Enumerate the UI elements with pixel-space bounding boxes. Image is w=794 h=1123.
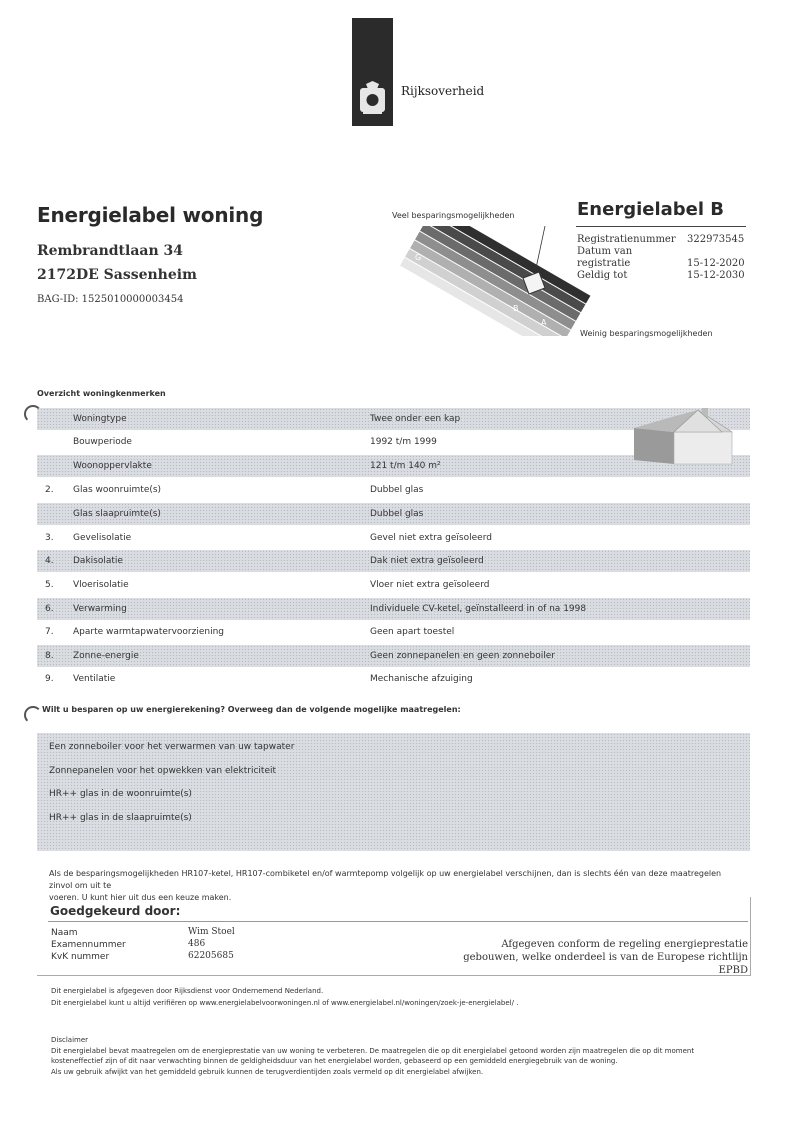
- row-number: 7.: [45, 627, 54, 637]
- row-number: 3.: [45, 533, 54, 543]
- note-line: voeren. U kunt hier uit dus een keuze maken.: [49, 893, 232, 902]
- row-number: 2.: [45, 485, 54, 495]
- row-key: Dakisolatie: [73, 556, 123, 566]
- row-number: 9.: [45, 674, 54, 684]
- disclaimer-title: Disclaimer: [51, 1036, 89, 1044]
- row-value: Individuele CV-ketel, geïnstalleerd in of na 1998: [370, 604, 587, 614]
- list-item: Een zonneboiler voor het verwarmen van uw tapwater: [49, 742, 295, 752]
- footer-issuer: Dit energielabel is afgegeven door Rijksdienst voor Ondernemend Nederland.: [51, 987, 324, 995]
- brand-name: Rijksoverheid: [401, 84, 485, 98]
- approval-label: Examennummer: [51, 940, 126, 950]
- row-key: Woonoppervlakte: [73, 461, 152, 471]
- list-item: HR++ glas in de slaapruimte(s): [49, 813, 192, 823]
- table-row: [37, 527, 750, 549]
- disclaimer-line: kosteneffectief zijn of dit naar verwachting binnen de geldigheidsduur van het energielabel worden, gebaseerd op een gemiddeld energiegebruik van de woning.: [51, 1057, 618, 1065]
- row-value: Dubbel glas: [370, 485, 424, 495]
- approval-value: Wim Stoel: [188, 927, 235, 937]
- row-key: Verwarming: [73, 604, 127, 614]
- table-row: [37, 621, 750, 643]
- row-key: Zonne-energie: [73, 651, 139, 661]
- table-row: [37, 668, 750, 690]
- row-number: 6.: [45, 604, 54, 614]
- row-key: Gevelisolatie: [73, 533, 132, 543]
- row-value: Geen apart toestel: [370, 627, 455, 637]
- approval-label: Naam: [51, 928, 78, 938]
- row-key: Glas slaapruimte(s): [73, 509, 161, 519]
- row-number: 5.: [45, 580, 54, 590]
- registration-row: [577, 246, 745, 270]
- address-postal: 2172DE Sassenheim: [37, 267, 197, 283]
- approval-title: Goedgekeurd door:: [50, 904, 181, 918]
- measures-title: Wilt u besparen op uw energierekening? Overweeg dan de volgende mogelijke maatregelen:: [42, 705, 461, 714]
- row-key: Glas woonruimte(s): [73, 485, 162, 495]
- crest-icon: [357, 80, 388, 116]
- label-divider: [576, 226, 746, 227]
- approval-divider: [48, 921, 748, 922]
- row-key: Ventilatie: [73, 674, 116, 684]
- registration-value: 15-12-2020: [687, 258, 745, 269]
- registration-value: 15-12-2030: [687, 270, 745, 281]
- row-value: Dak niet extra geïsoleerd: [370, 556, 484, 566]
- table-row: [37, 550, 750, 572]
- bag-id: BAG-ID: 1525010000003454: [37, 294, 184, 305]
- overview-title: Overzicht woningkenmerken: [37, 389, 166, 398]
- registration-row: [577, 270, 745, 282]
- address-street: Rembrandtlaan 34: [37, 243, 184, 259]
- table-row: [37, 574, 750, 596]
- conform-statement: [440, 938, 748, 977]
- row-key: Aparte warmtapwatervoorziening: [73, 627, 225, 637]
- registration-label: Registratienummer: [577, 234, 676, 245]
- scale-letter-a: A: [541, 318, 547, 327]
- scale-letter-g: G: [415, 253, 422, 262]
- row-value: 121 t/m 140 m²: [370, 461, 441, 471]
- disclaimer: [51, 1035, 741, 1077]
- row-key: Bouwperiode: [73, 437, 132, 447]
- energy-label-scale: [395, 226, 595, 336]
- disclaimer-line: Dit energielabel bevat maatregelen om de energieprestatie van uw woning te verbeteren. De maatregelen die op dit energielabel getoond worden zijn maatregelen die op dit moment: [51, 1046, 695, 1055]
- row-value: Mechanische afzuiging: [370, 674, 473, 684]
- savings-few-text: Weinig besparingsmogelijkheden: [580, 329, 713, 338]
- row-key: Woningtype: [73, 414, 127, 424]
- list-item: Zonnepanelen voor het opwekken van elektriciteit: [49, 766, 277, 776]
- registration-label: Geldig tot: [577, 270, 628, 281]
- row-key: Vloerisolatie: [73, 580, 129, 590]
- savings-many-text: Veel besparingsmogelijkheden: [392, 211, 515, 220]
- list-item: HR++ glas in de woonruimte(s): [49, 789, 192, 799]
- row-number: 8.: [45, 651, 54, 661]
- punch-hole: [24, 405, 42, 423]
- approval-label: KvK nummer: [51, 952, 110, 962]
- row-value: Dubbel glas: [370, 509, 424, 519]
- footer-verify: Dit energielabel kunt u altijd verifiëren op www.energielabelvoorwoningen.nl of www.energielabel.nl/woningen/zoek-je-energielabel/ .: [51, 999, 519, 1007]
- house-icon: [628, 404, 738, 468]
- scale-letter-b: B: [513, 304, 519, 313]
- registration-row: [577, 234, 745, 246]
- note-line: Als de besparingsmogelijkheden HR107-ketel, HR107-combiketel en/of warmtepomp volgelijk op uw energielabel verschijnen, dan is slechts één van deze maatregelen zinvol om uit te: [49, 869, 722, 890]
- row-value: Geen zonnepanelen en geen zonneboiler: [370, 651, 555, 661]
- disclaimer-line: Als uw gebruik afwijkt van het gemiddeld gebruik kunnen de terugverdientijden zoals vermeld op dit energielabel afwijken.: [51, 1067, 484, 1076]
- registration-value: 322973545: [687, 234, 745, 245]
- table-row: [37, 645, 750, 667]
- table-row: [37, 503, 750, 525]
- row-value: Twee onder een kap: [370, 414, 461, 424]
- row-value: Vloer niet extra geïsoleerd: [370, 580, 490, 590]
- approval-value: 486: [188, 939, 206, 949]
- table-row: [37, 479, 750, 501]
- registration-table: [577, 234, 745, 282]
- punch-hole: [24, 706, 42, 724]
- page-title: Energielabel woning: [37, 203, 264, 227]
- label-class-heading: Energielabel B: [577, 199, 725, 220]
- row-value: Gevel niet extra geïsoleerd: [370, 533, 492, 543]
- row-value: 1992 t/m 1999: [370, 437, 437, 447]
- approval-value: 62205685: [188, 951, 234, 961]
- conform-line: Afgegeven conform de regeling energieprestatie: [501, 939, 748, 950]
- registration-label: Datum van registratie: [577, 246, 633, 269]
- conform-line: gebouwen, welke onderdeel is van de Europese richtlijn EPBD: [463, 952, 748, 976]
- row-number: 4.: [45, 556, 54, 566]
- table-row: [37, 598, 750, 620]
